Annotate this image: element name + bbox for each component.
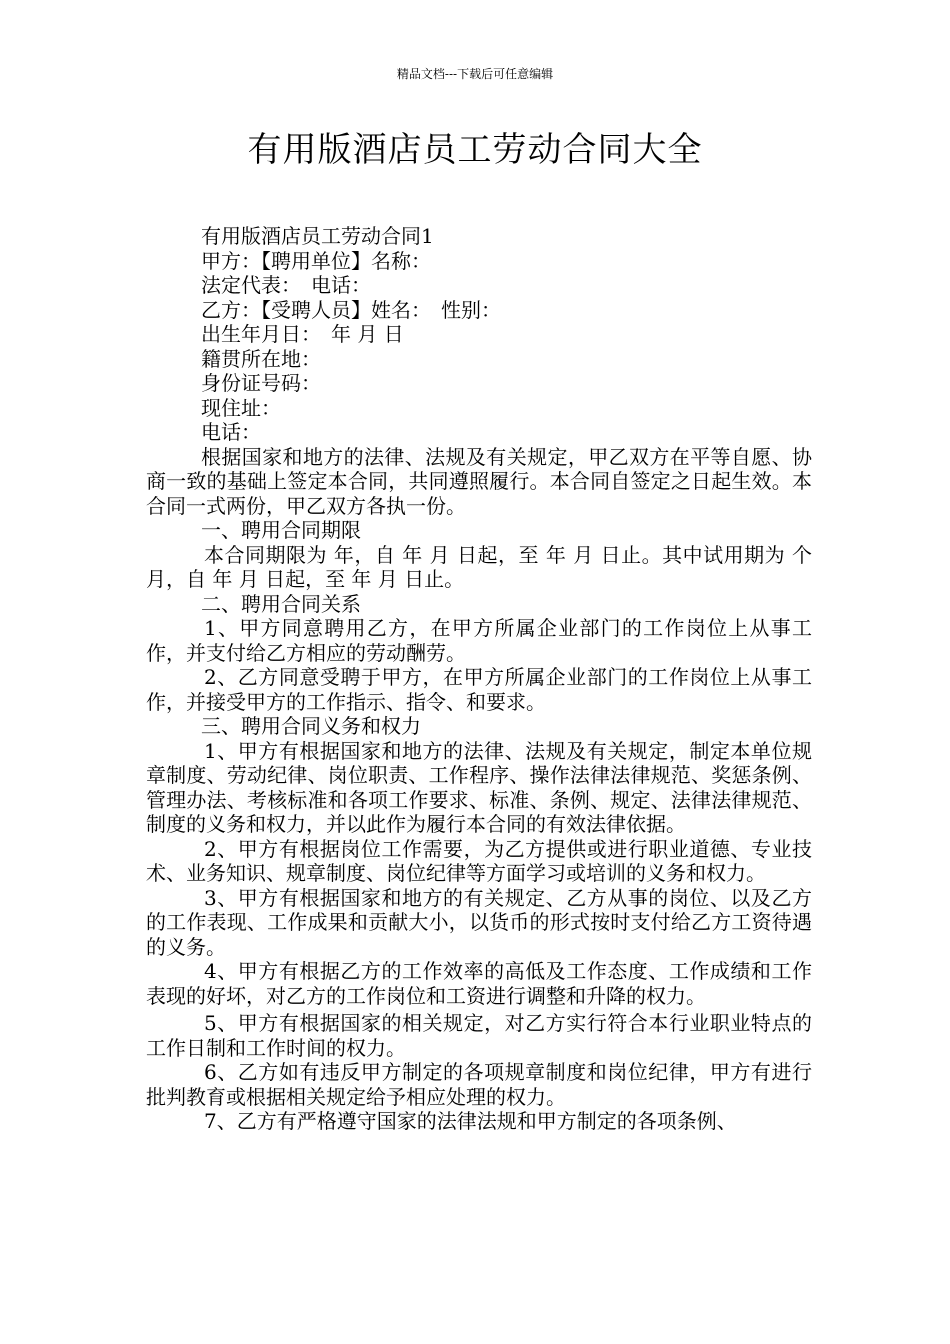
- section-heading-term: 一、聘用合同期限: [201, 518, 361, 542]
- relation-clause-2: 2、乙方同意受聘于甲方，在甲方所属企业部门的工作岗位上从事工作，并接受甲方的工作指示、指令、和要求。: [146, 665, 812, 714]
- obligation-clause-1: 1、甲方有根据国家和地方的法律、法规及有关规定，制定本单位规章制度、劳动纪律、岗位职责、工作程序、操作法律法律规范、奖惩条例、管理办法、考核标准和各项工作要求、标准、条例、规定、法律法律规范、制度的义务和权力，并以此作为履行本合同的有效法律依据。: [146, 738, 812, 836]
- obligation-clause-4: 4、甲方有根据乙方的工作效率的高低及工作态度、工作成绩和工作表现的好坏，对乙方的工作岗位和工资进行调整和升降的权力。: [146, 959, 812, 1008]
- page-header: 精品文档---下载后可任意编辑: [396, 67, 554, 81]
- section-heading-obligations: 三、聘用合同义务和权力: [201, 714, 421, 738]
- legal-representative: 法定代表： 电话：: [201, 273, 371, 297]
- term-paragraph: 本合同期限为 年，自 年 月 日起，至 年 月 日止。其中试用期为 个月，自 年 月 日起，至 年 月 日止。: [146, 542, 812, 591]
- party-b-name: 乙方：【受聘人员】姓名： 性别：: [201, 297, 501, 322]
- party-a-name: 甲方：【聘用单位】名称：: [201, 248, 431, 273]
- obligation-clause-3: 3、甲方有根据国家和地方的有关规定、乙方从事的岗位、以及乙方的工作表现、工作成果和贡献大小，以货币的形式按时支付给乙方工资待遇的义务。: [146, 885, 812, 959]
- id-number: 身份证号码：: [201, 371, 321, 395]
- contract-heading: 有用版酒店员工劳动合同1: [201, 224, 434, 248]
- phone: 电话：: [201, 420, 261, 444]
- relation-clause-1: 1、甲方同意聘用乙方，在甲方所属企业部门的工作岗位上从事工作，并支付给乙方相应的劳动酬劳。: [146, 616, 812, 665]
- current-address: 现住址：: [201, 395, 281, 420]
- obligation-clause-5: 5、甲方有根据国家的相关规定，对乙方实行符合本行业职业特点的工作日制和工作时间的权力。: [146, 1011, 812, 1060]
- obligation-clause-2: 2、甲方有根据岗位工作需要，为乙方提供或进行职业道德、专业技术、业务知识、规章制度、岗位纪律等方面学习或培训的义务和权力。: [146, 836, 812, 885]
- section-heading-relation: 二、聘用合同关系: [201, 591, 361, 616]
- obligation-clause-6: 6、乙方如有违反甲方制定的各项规章制度和岗位纪律，甲方有进行批判教育或根据相关规定给予相应处理的权力。: [146, 1060, 812, 1109]
- preamble-paragraph: 根据国家和地方的法律、法规及有关规定，甲乙双方在平等自愿、协商一致的基础上签定本合同，共同遵照履行。本合同自签定之日起生效。本合同一式两份，甲乙双方各执一份。: [146, 444, 812, 518]
- native-place: 籍贯所在地：: [201, 346, 321, 371]
- birth-date: 出生年月日： 年 月 日: [201, 322, 404, 346]
- document-title: 有用版酒店员工劳动合同大全: [247, 130, 703, 170]
- obligation-clause-7: 7、乙方有严格遵守国家的法律法规和甲方制定的各项条例、: [204, 1109, 737, 1133]
- document-body: [146, 224, 812, 1134]
